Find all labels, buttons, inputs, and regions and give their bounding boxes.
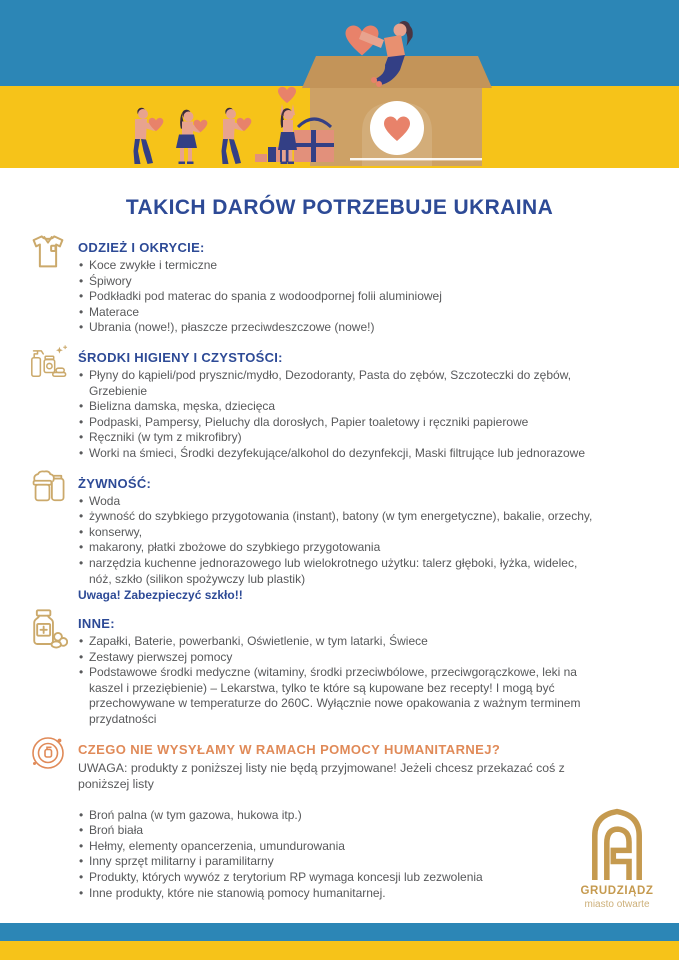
list-item: • Podstawowe środki medyczne (witaminy, środki przeciwbólowe, przeciwgorączkowe, leki na kaszel i przeziębienie) – Lekarstwa, tylko te które są kupowane bez recepty! I mogą być przechowywane w temperaturze do 260C. Wyłącznie nowe opakowania z ważnym terminem przydatności <box>78 665 598 727</box>
section <box>78 240 598 336</box>
list-item: • Zapałki, Baterie, powerbanki, Oświetlenie, w tym latarki, Świece <box>78 634 598 650</box>
section <box>78 350 598 462</box>
bullet-list <box>78 258 598 336</box>
section-heading: ŚRODKI HIGIENY I CZYSTOŚCI: <box>78 349 283 365</box>
glass-warning-note: Uwaga! Zabezpieczyć szkło!! <box>78 588 243 603</box>
list-item: • Inne produkty, które nie stanowią pomocy humanitarnej. <box>78 886 598 902</box>
bullet-list <box>78 634 598 728</box>
tshirt-icon <box>28 230 68 274</box>
section-heading: ŻYWNOŚĆ: <box>78 475 152 491</box>
hygiene-icon <box>28 340 68 384</box>
section-heading: ODZIEŻ I OKRYCIE: <box>78 240 205 255</box>
no-items-icon <box>28 732 68 774</box>
list-item: • Worki na śmieci, Środki dezyfekujące/alkohol do dezynfekcji, Maski filtrujące lub jednorazowe <box>78 446 598 462</box>
bullet-list <box>78 494 598 588</box>
list-item: • Podpaski, Pampersy, Pieluchy dla dorosłych, Papier toaletowy i ręczniki papierowe <box>78 415 598 431</box>
sections <box>78 240 598 728</box>
footer-stripe-blue <box>0 923 679 941</box>
list-item: • konserwy, <box>78 525 598 541</box>
list-item: • Hełmy, elementy opancerzenia, umundurowania <box>78 839 598 855</box>
excluded-intro: UWAGA: produkty z poniższej listy nie będą przyjmowane! Jeżeli chcesz przekazać coś z poniższej listy <box>78 760 565 791</box>
excluded-section <box>78 742 598 902</box>
section <box>78 616 598 728</box>
food-jar-icon <box>28 466 68 510</box>
grudziadz-arch-icon <box>586 806 648 880</box>
list-item: • Woda <box>78 494 598 510</box>
logo-tagline: miasto otwarte <box>584 899 650 910</box>
excluded-heading: CZEGO NIE WYSYŁAMY W RAMACH POMOCY HUMANITARNEJ? <box>78 741 501 757</box>
list-item: • Produkty, których wywóz z terytorium RP wymaga koncesji lub zezwolenia <box>78 870 598 886</box>
section-heading: INNE: <box>78 616 115 632</box>
list-item: • Broń palna (w tym gazowa, hukowa itp.) <box>78 808 598 824</box>
page-title: TAKICH DARÓW POTRZEBUJE UKRAINA <box>125 196 554 219</box>
list-item: • Podkładki pod materac do spania z wodoodpornej folii aluminiowej <box>78 289 598 305</box>
header-illustration <box>0 0 679 168</box>
list-item: • narzędzia kuchenne jednorazowego lub wielokrotnego użytku: talerz głęboki, łyżka, widelec, nóż, szkło (silikon spożywczy lub plastik) <box>78 556 598 587</box>
list-item: • Broń biała <box>78 823 598 839</box>
logo-name: GRUDZIĄDZ <box>580 885 654 897</box>
list-item: • Śpiwory <box>78 274 598 290</box>
list-item: • Ubrania (nowe!), płaszcze przeciwdeszczowe (nowe!) <box>78 320 598 336</box>
excluded-list <box>78 808 598 902</box>
section <box>78 476 598 603</box>
city-logo <box>573 806 661 910</box>
list-item: • żywność do szybkiego przygotowania (instant), batony (w tym energetyczne), bakalie, orzechy, <box>78 509 598 525</box>
list-item: • Zestawy pierwszej pomocy <box>78 650 598 666</box>
list-item: • Inny sprzęt militarny i paramilitarny <box>78 854 598 870</box>
list-item: • Płyny do kąpieli/pod prysznic/mydło, Dezodoranty, Pasta do zębów, Szczoteczki do zębów, Grzebienie <box>78 368 598 399</box>
list-item: • makarony, płatki zbożowe do szybkiego przygotowania <box>78 540 598 556</box>
list-item: • Materace <box>78 305 598 321</box>
footer-stripe-yellow <box>0 941 679 960</box>
list-item: • Koce zwykłe i termiczne <box>78 258 598 274</box>
list-item: • Bielizna damska, męska, dziecięca <box>78 399 598 415</box>
bullet-list <box>78 368 598 462</box>
list-item: • Ręczniki (w tym z mikrofibry) <box>78 430 598 446</box>
medicine-icon <box>28 606 68 650</box>
